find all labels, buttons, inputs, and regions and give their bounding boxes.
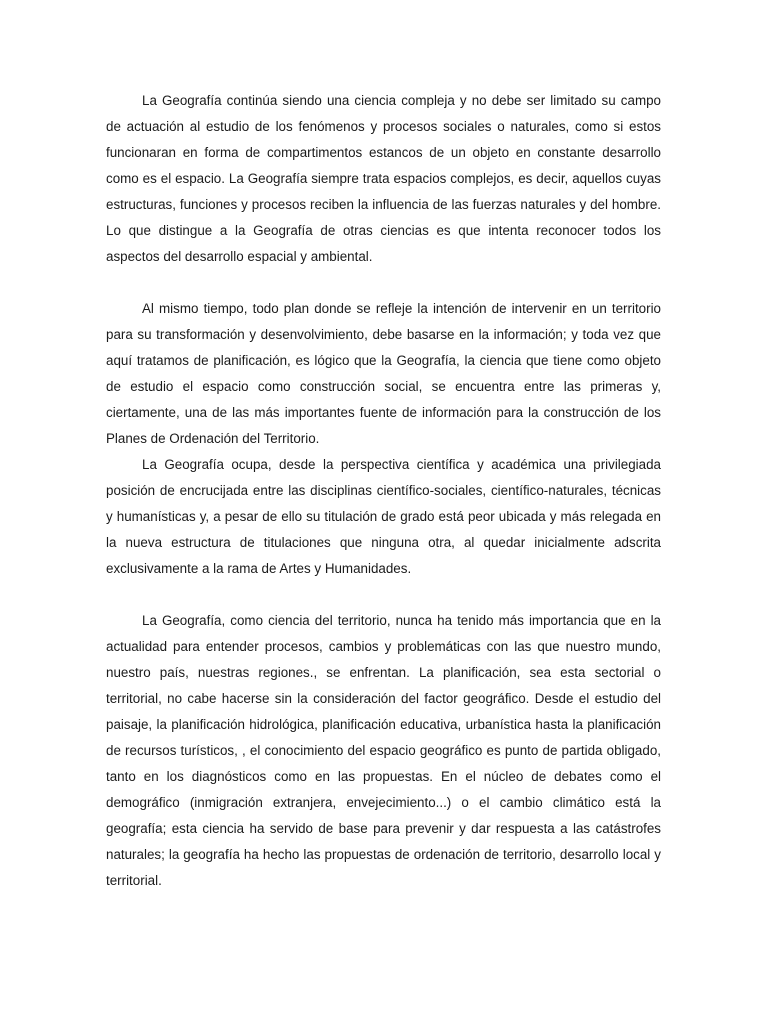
paragraph-4: La Geografía, como ciencia del territorio, nunca ha tenido más importancia que en la actualidad para entender procesos, cambios y problemáticas con las que nuestro mundo, nuestro país, nuestras regiones., se enfrentan. La planificación, sea esta sectorial o territorial, no cabe hacerse sin la consideración del factor geográfico. Desde el estudio del paisaje, la planificación hidrológica, planificación educativa, urbanística hasta la planificación de recursos turísticos, , el conocimiento del espacio geográfico es punto de partida obligado, tanto en los diagnósticos como en las propuestas. En el núcleo de debates como el demográfico (inmigración extranjera, envejecimiento...) o el cambio climático está la geografía; esta ciencia ha servido de base para prevenir y dar respuesta a las catástrofes naturales; la geografía ha hecho las propuestas de ordenación de territorio, desarrollo local y territorial. xyxy=(106,613,661,888)
document-body xyxy=(106,88,661,894)
paragraph-1: La Geografía continúa siendo una ciencia compleja y no debe ser limitado su campo de actuación al estudio de los fenómenos y procesos sociales o naturales, como si estos funcionaran en forma de compartimentos estancos de un objeto en constante desarrollo como es el espacio. La Geografía siempre trata espacios complejos, es decir, aquellos cuyas estructuras, funciones y procesos reciben la influencia de las fuerzas naturales y del hombre. Lo que distingue a la Geografía de otras ciencias es que intenta reconocer todos los aspectos del desarrollo espacial y ambiental. xyxy=(106,93,661,264)
paragraph-2: Al mismo tiempo, todo plan donde se refleje la intención de intervenir en un territorio para su transformación y desenvolvimiento, debe basarse en la información; y toda vez que aquí tratamos de planificación, es lógico que la Geografía, la ciencia que tiene como objeto de estudio el espacio como construcción social, se encuentra entre las primeras y, ciertamente, una de las más importantes fuente de información para la construcción de los Planes de Ordenación del Territorio. xyxy=(106,301,661,446)
paragraph-3: La Geografía ocupa, desde la perspectiva científica y académica una privilegiada posición de encrucijada entre las disciplinas científico-sociales, científico-naturales, técnicas y humanísticas y, a pesar de ello su titulación de grado está peor ubicada y más relegada en la nueva estructura de titulaciones que ninguna otra, al quedar inicialmente adscrita exclusivamente a la rama de Artes y Humanidades. xyxy=(106,457,661,576)
